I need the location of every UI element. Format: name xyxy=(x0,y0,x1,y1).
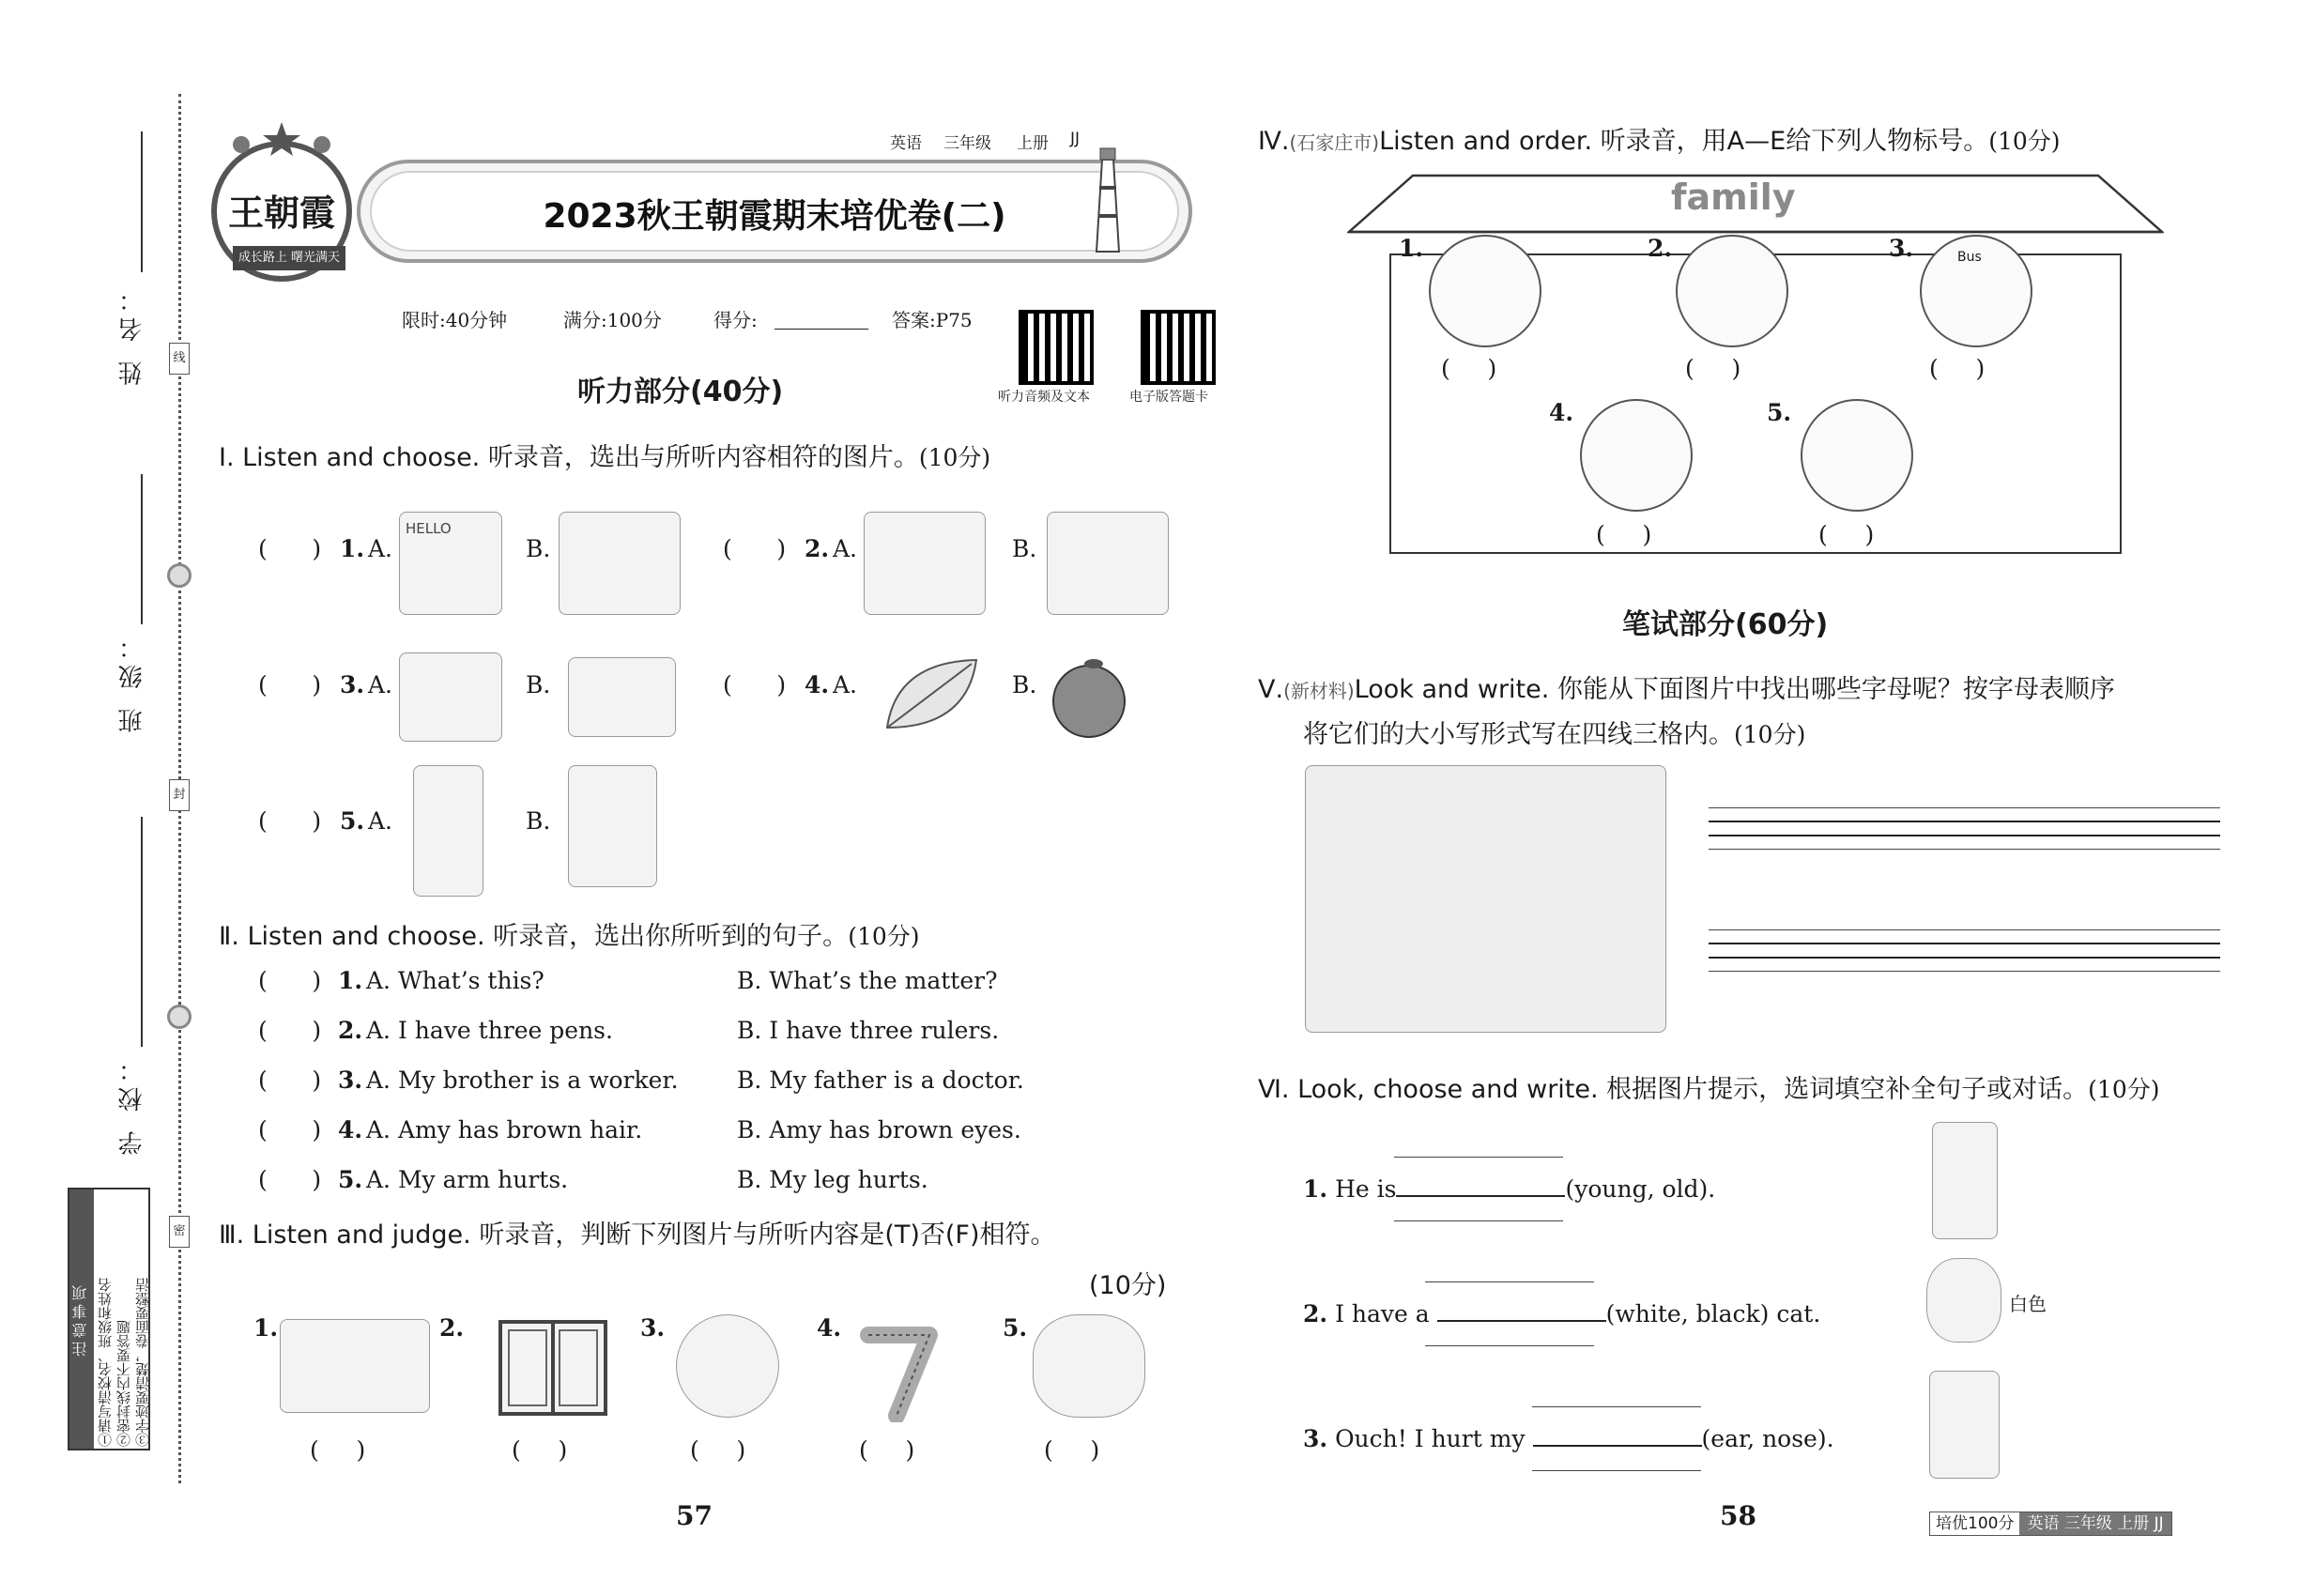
q4-num: 4. xyxy=(1549,399,1574,426)
fill-blank[interactable] xyxy=(1533,1445,1702,1447)
answer-blank[interactable]: ( ) xyxy=(1685,355,1741,382)
woman-driving-picture xyxy=(559,512,681,615)
q2-num: 5. xyxy=(338,1166,363,1193)
subject-tag: 英语 xyxy=(890,134,922,153)
page-number-right: 58 xyxy=(1720,1500,1756,1531)
lighthouse-icon xyxy=(1089,141,1127,253)
q3-num: 5. xyxy=(1003,1314,1028,1342)
answer-blank[interactable]: ( ) xyxy=(859,1436,915,1464)
grade-tag: 三年级 xyxy=(943,134,991,153)
fill-blank[interactable] xyxy=(1437,1320,1606,1322)
answer-blank[interactable]: ( ) xyxy=(258,967,322,994)
q2-option-b: B. What’s the matter? xyxy=(737,967,998,994)
crown-stars-icon xyxy=(221,120,343,158)
school-building-picture xyxy=(280,1319,430,1413)
q1-heading: Ⅰ. Listen and choose. 听录音，选出与所听内容相符的图片。(10分) xyxy=(219,443,991,472)
q2-option-b: B. I have three rulers. xyxy=(737,1017,1000,1044)
volume-tag: 上册 xyxy=(1017,134,1049,153)
qr-code-card[interactable] xyxy=(1141,310,1216,385)
man-with-car-picture xyxy=(1429,235,1541,347)
girl-walking-picture xyxy=(1801,399,1913,512)
window-picture xyxy=(498,1319,610,1418)
q6-sentence-1: 1. He is (young, old). xyxy=(1303,1175,1716,1203)
q1-num-3: 3. xyxy=(340,671,365,698)
listening-heading: 听力部分(40分) xyxy=(577,376,784,408)
q3-num: 3. xyxy=(640,1314,666,1342)
boy-hurt-nose-picture xyxy=(1929,1371,2000,1479)
qr-audio-label: 听力音频及文本 xyxy=(998,390,1090,405)
answer-blank[interactable]: ( ) xyxy=(258,1166,322,1193)
cut-mark-line: 线 xyxy=(169,343,190,375)
answer-blank[interactable]: ( ) xyxy=(1818,521,1875,548)
guide-line xyxy=(1425,1345,1594,1346)
guide-line xyxy=(1394,1157,1563,1158)
answer-blank[interactable]: ( ) xyxy=(723,535,787,562)
grandpa-picture xyxy=(1932,1122,1998,1239)
answer-blank[interactable]: ( ) xyxy=(258,1017,322,1044)
q3-num: 4. xyxy=(817,1314,842,1342)
q4-heading: Ⅳ.(石家庄市)Listen and order. 听录音，用A—E给下列人物标号。(10分) xyxy=(1258,127,2061,156)
q2-option-a: A. What’s this? xyxy=(366,967,544,994)
girl-waving-picture xyxy=(413,765,483,897)
q3-num: 2. xyxy=(439,1314,465,1342)
q3-heading: Ⅲ. Listen and judge. 听录音，判断下列图片与所听内容是(T)否(F)相符。 xyxy=(219,1220,1056,1250)
q2-heading: Ⅱ. Listen and choose. 听录音，选出你所听到的句子。(10分) xyxy=(219,922,920,951)
q3-num: 1. xyxy=(253,1314,279,1342)
four-line-grid[interactable] xyxy=(1709,807,2220,862)
qr-card-label: 电子版答题卡 xyxy=(1129,390,1208,405)
boy-jumping-picture xyxy=(1033,1314,1145,1418)
option-b-label: B. xyxy=(526,671,551,698)
cut-mark-seal: 封 xyxy=(169,779,190,811)
q2-option-b: B. My father is a doctor. xyxy=(737,1067,1024,1094)
q4-num: 3. xyxy=(1889,235,1914,262)
guide-line xyxy=(1532,1406,1701,1407)
q2-option-a: A. My brother is a worker. xyxy=(366,1067,679,1094)
score-label: 得分: xyxy=(713,309,758,331)
answer-blank[interactable]: ( ) xyxy=(258,1116,322,1143)
winter-house-picture xyxy=(864,512,986,615)
roof-word: family xyxy=(1671,176,1796,218)
page-title: 2023秋王朝霞期末培优卷(二) xyxy=(543,197,1006,236)
option-b-label: B. xyxy=(1012,535,1037,562)
option-a-label: A. xyxy=(833,671,858,698)
answer-ref: 答案:P75 xyxy=(892,309,973,331)
q5-heading: Ⅴ.(新材料)Look and write. 你能从下面图片中找出哪些字母呢？按字母表顺序 xyxy=(1258,675,2115,704)
cat-picture xyxy=(1926,1258,2001,1343)
worker-picture xyxy=(1676,235,1788,347)
boy-hello-picture: HELLO xyxy=(399,512,502,615)
four-line-grid[interactable] xyxy=(1709,929,2220,984)
binding-hole xyxy=(167,563,192,588)
class-label: 班 级： xyxy=(118,629,146,733)
edition-tag: JJ xyxy=(1070,130,1081,148)
q2-option-a: A. My arm hurts. xyxy=(366,1166,569,1193)
name-label: 姓 名： xyxy=(118,282,146,386)
guide-line xyxy=(1394,1220,1563,1221)
answer-blank[interactable]: ( ) xyxy=(1929,355,1986,382)
notice-box xyxy=(68,1188,150,1450)
q1-num-4: 4. xyxy=(805,671,830,698)
q2-num: 1. xyxy=(338,967,363,994)
q1-num-2: 2. xyxy=(805,535,830,562)
name-field[interactable] xyxy=(141,131,143,272)
answer-blank[interactable]: ( ) xyxy=(1441,355,1497,382)
cartoon-dog-picture xyxy=(568,765,657,887)
park-scene-picture xyxy=(1305,765,1666,1033)
guide-line xyxy=(1425,1281,1594,1282)
q6-heading: Ⅵ. Look, choose and write. 根据图片提示，选词填空补全句子或对话。(10分) xyxy=(1258,1075,2160,1104)
answer-blank[interactable]: ( ) xyxy=(1044,1436,1100,1464)
cat-color-note: 白色 xyxy=(2009,1293,2047,1315)
bus-driver-picture: Bus xyxy=(1920,235,2032,347)
option-a-label: A. xyxy=(368,807,393,835)
orange-picture xyxy=(1047,652,1131,742)
option-a-label: A. xyxy=(833,535,858,562)
footer-tag: 培优100分 英语 三年级 上册 JJ xyxy=(1929,1512,2172,1536)
q1-num-1: 1. xyxy=(340,535,365,562)
willow-tree-picture xyxy=(1047,512,1169,615)
writing-heading: 笔试部分(60分) xyxy=(1622,608,1829,641)
leaf-picture xyxy=(878,652,986,737)
birthday-cake-picture xyxy=(399,652,502,742)
logo-text: 王朝霞 xyxy=(227,192,335,234)
q2-num: 2. xyxy=(338,1017,363,1044)
boy-touch-head-picture xyxy=(676,1314,779,1418)
time-limit: 限时:40分钟 xyxy=(402,309,508,331)
answer-blank[interactable]: ( ) xyxy=(723,671,787,698)
q4-num: 5. xyxy=(1767,399,1792,426)
q6-sentence-3: 3. Ouch! I hurt my (ear, nose). xyxy=(1303,1425,1834,1452)
q2-option-b: B. My leg hurts. xyxy=(737,1166,928,1193)
school-field[interactable] xyxy=(141,817,143,1047)
q2-option-b: B. Amy has brown eyes. xyxy=(737,1116,1021,1143)
notice-title: 注意事项 xyxy=(69,1189,94,1449)
notice-item: ①请写清校名、班级和姓名 xyxy=(97,1278,114,1447)
gift-box-picture xyxy=(568,657,676,737)
option-a-label: A. xyxy=(368,535,393,562)
q2-num: 3. xyxy=(338,1067,363,1094)
q3-score: (10分) xyxy=(1089,1271,1167,1300)
guide-line xyxy=(1532,1470,1701,1471)
q2-num: 4. xyxy=(338,1116,363,1143)
cut-mark-secret: 密 xyxy=(169,1216,190,1248)
q5-heading-line2: 将它们的大小写形式写在四线三格内。(10分) xyxy=(1303,720,1806,749)
option-a-label: A. xyxy=(368,671,393,698)
qr-code-audio[interactable] xyxy=(1019,310,1094,385)
number-seven-picture xyxy=(859,1324,943,1422)
full-score: 满分:100分 xyxy=(563,309,662,331)
q4-num: 1. xyxy=(1399,235,1424,262)
logo-ribbon: 成长路上 曙光满天 xyxy=(233,246,345,270)
score-field[interactable] xyxy=(774,329,868,330)
binding-hole xyxy=(167,1005,192,1029)
answer-blank[interactable]: ( ) xyxy=(258,535,322,562)
girl-waving-picture xyxy=(1580,399,1693,512)
option-b-label: B. xyxy=(1012,671,1037,698)
q6-sentence-2: 2. I have a (white, black) cat. xyxy=(1303,1300,1821,1327)
q1-num-5: 5. xyxy=(340,807,365,835)
answer-blank[interactable]: ( ) xyxy=(258,807,322,835)
answer-blank[interactable]: ( ) xyxy=(512,1436,568,1464)
title-banner xyxy=(357,160,1192,263)
q2-option-a: A. I have three pens. xyxy=(366,1017,613,1044)
q4-num: 2. xyxy=(1648,235,1673,262)
notice-item: ③字迹要清楚，卷面要整洁 xyxy=(134,1278,151,1447)
answer-blank[interactable]: ( ) xyxy=(258,1067,322,1094)
answer-blank[interactable]: ( ) xyxy=(258,671,322,698)
answer-blank[interactable]: ( ) xyxy=(310,1436,366,1464)
option-b-label: B. xyxy=(526,807,551,835)
option-b-label: B. xyxy=(526,535,551,562)
notice-item: ②密封线内不要答题 xyxy=(115,1320,132,1447)
answer-blank[interactable]: ( ) xyxy=(690,1436,746,1464)
fill-blank[interactable] xyxy=(1396,1195,1565,1197)
class-field[interactable] xyxy=(141,474,143,624)
page-number-left: 57 xyxy=(676,1500,713,1531)
q2-option-a: A. Amy has brown hair. xyxy=(366,1116,643,1143)
answer-blank[interactable]: ( ) xyxy=(1596,521,1652,548)
school-label: 学 校： xyxy=(118,1051,146,1156)
